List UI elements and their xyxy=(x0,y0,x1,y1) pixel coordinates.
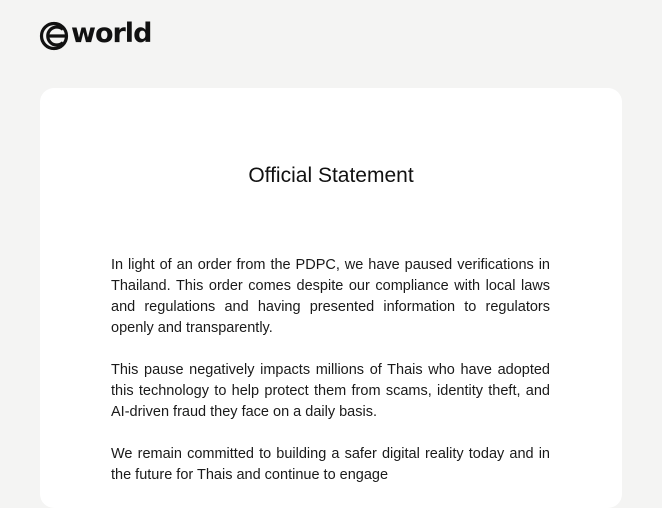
statement-title: Official Statement xyxy=(248,164,414,187)
statement-paragraph: We remain committed to building a safer digital reality today and in the future for Thais and continue to engage xyxy=(111,446,550,483)
site-header xyxy=(39,20,151,52)
statement-card xyxy=(40,88,622,508)
world-logo-icon[interactable] xyxy=(39,21,69,51)
statement-paragraph: In light of an order from the PDPC, we have paused verifications in Thailand. This order comes despite our compliance with local laws and regulations and having presented information to regulators openly and transparently. xyxy=(111,257,550,336)
statement-paragraph: This pause negatively impacts millions of Thais who have adopted this technology to help protect them from scams, identity theft, and AI-driven fraud they face on a daily basis. xyxy=(111,362,550,420)
statement-body xyxy=(111,255,550,507)
brand-name[interactable]: world xyxy=(71,18,152,49)
